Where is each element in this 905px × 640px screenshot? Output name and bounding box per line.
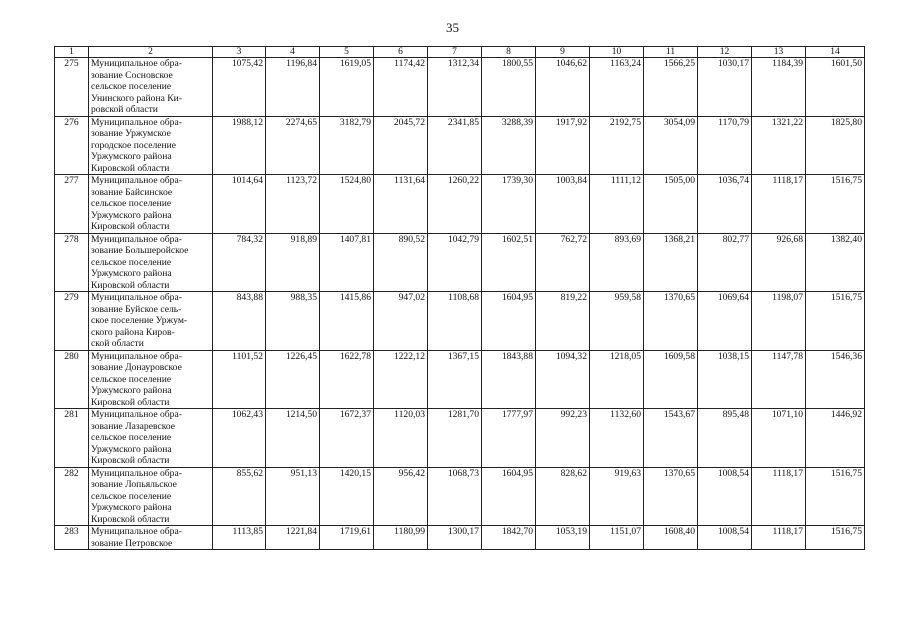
municipality-name: Муниципальное обра- зование Лазаревское сельское поселение Уржумского района Кировской области	[89, 409, 213, 468]
value-cell: 1101,52	[213, 350, 266, 409]
value-cell: 1370,65	[644, 467, 698, 526]
column-header: 4	[266, 47, 320, 58]
value-cell: 1260,22	[428, 175, 482, 234]
row-number: 276	[55, 116, 89, 175]
value-cell: 1407,81	[320, 233, 374, 292]
row-number: 283	[55, 526, 89, 550]
value-cell: 1008,54	[698, 467, 752, 526]
table-row	[55, 116, 865, 175]
value-cell: 1281,70	[428, 409, 482, 468]
value-cell: 1524,80	[320, 175, 374, 234]
value-cell: 1118,17	[752, 175, 806, 234]
municipality-name: Муниципальное обра- зование Сосновское сельское поселение Унинского района Ки- ровской области	[89, 58, 213, 117]
value-cell: 1300,17	[428, 526, 482, 550]
column-header: 8	[482, 47, 536, 58]
value-cell: 1008,54	[698, 526, 752, 550]
value-cell: 1132,60	[590, 409, 644, 468]
value-cell: 1602,51	[482, 233, 536, 292]
value-cell: 1516,75	[806, 526, 865, 550]
value-cell: 1604,95	[482, 467, 536, 526]
value-cell: 1198,07	[752, 292, 806, 351]
value-cell: 1917,92	[536, 116, 590, 175]
value-cell: 1118,17	[752, 526, 806, 550]
value-cell: 1151,07	[590, 526, 644, 550]
value-cell: 1042,79	[428, 233, 482, 292]
value-cell: 1739,30	[482, 175, 536, 234]
column-number-row	[55, 47, 865, 58]
row-number: 278	[55, 233, 89, 292]
value-cell: 1163,24	[590, 58, 644, 117]
municipality-name: Муниципальное обра- зование Уржумское городское поселение Уржумского района Кировской области	[89, 116, 213, 175]
value-cell: 1619,05	[320, 58, 374, 117]
column-header: 7	[428, 47, 482, 58]
municipality-name: Муниципальное обра- зование Байсинское сельское поселение Уржумского района Кировской области	[89, 175, 213, 234]
value-cell: 802,77	[698, 233, 752, 292]
row-number: 275	[55, 58, 89, 117]
value-cell: 1382,40	[806, 233, 865, 292]
value-cell: 784,32	[213, 233, 266, 292]
value-cell: 895,48	[698, 409, 752, 468]
value-cell: 1147,78	[752, 350, 806, 409]
value-cell: 1516,75	[806, 467, 865, 526]
value-cell: 1069,64	[698, 292, 752, 351]
value-cell: 1988,12	[213, 116, 266, 175]
value-cell: 992,23	[536, 409, 590, 468]
value-cell: 762,72	[536, 233, 590, 292]
value-cell: 2192,75	[590, 116, 644, 175]
value-cell: 3054,09	[644, 116, 698, 175]
table-row	[55, 233, 865, 292]
value-cell: 956,42	[374, 467, 428, 526]
value-cell: 1068,73	[428, 467, 482, 526]
municipality-name: Муниципальное обра- зование Петровское	[89, 526, 213, 550]
value-cell: 1608,40	[644, 526, 698, 550]
value-cell: 1036,74	[698, 175, 752, 234]
table-row	[55, 292, 865, 351]
value-cell: 1218,05	[590, 350, 644, 409]
value-cell: 1222,12	[374, 350, 428, 409]
row-number: 281	[55, 409, 89, 468]
column-header: 5	[320, 47, 374, 58]
value-cell: 1800,55	[482, 58, 536, 117]
table-body	[55, 58, 865, 550]
table-row	[55, 175, 865, 234]
value-cell: 1312,34	[428, 58, 482, 117]
value-cell: 1719,61	[320, 526, 374, 550]
value-cell: 918,89	[266, 233, 320, 292]
page-number: 35	[446, 20, 459, 35]
value-cell: 1053,19	[536, 526, 590, 550]
value-cell: 1184,39	[752, 58, 806, 117]
municipality-name: Муниципальное обра- зование Лопьяльское сельское поселение Уржумского района Кировской области	[89, 467, 213, 526]
value-cell: 1113,85	[213, 526, 266, 550]
column-header: 9	[536, 47, 590, 58]
value-cell: 1214,50	[266, 409, 320, 468]
value-cell: 1601,50	[806, 58, 865, 117]
value-cell: 855,62	[213, 467, 266, 526]
value-cell: 1030,17	[698, 58, 752, 117]
value-cell: 1221,84	[266, 526, 320, 550]
value-cell: 1196,84	[266, 58, 320, 117]
column-header: 2	[89, 47, 213, 58]
value-cell: 1180,99	[374, 526, 428, 550]
column-header: 13	[752, 47, 806, 58]
value-cell: 1046,62	[536, 58, 590, 117]
value-cell: 1446,92	[806, 409, 865, 468]
table-row	[55, 467, 865, 526]
value-cell: 843,88	[213, 292, 266, 351]
column-header: 11	[644, 47, 698, 58]
column-header: 10	[590, 47, 644, 58]
municipality-name: Муниципальное обра- зование Донауровское сельское поселение Уржумского района Кировской области	[89, 350, 213, 409]
value-cell: 1842,70	[482, 526, 536, 550]
value-cell: 3288,39	[482, 116, 536, 175]
value-cell: 1543,67	[644, 409, 698, 468]
value-cell: 959,58	[590, 292, 644, 351]
value-cell: 1825,80	[806, 116, 865, 175]
value-cell: 1123,72	[266, 175, 320, 234]
value-cell: 1420,15	[320, 467, 374, 526]
value-cell: 1174,42	[374, 58, 428, 117]
value-cell: 1071,10	[752, 409, 806, 468]
value-cell: 1609,58	[644, 350, 698, 409]
table-row	[55, 526, 865, 550]
value-cell: 1415,86	[320, 292, 374, 351]
value-cell: 3182,79	[320, 116, 374, 175]
row-number: 279	[55, 292, 89, 351]
value-cell: 1108,68	[428, 292, 482, 351]
value-cell: 1170,79	[698, 116, 752, 175]
value-cell: 1777,97	[482, 409, 536, 468]
value-cell: 890,52	[374, 233, 428, 292]
value-cell: 1118,17	[752, 467, 806, 526]
value-cell: 2341,85	[428, 116, 482, 175]
value-cell: 1367,15	[428, 350, 482, 409]
column-header: 14	[806, 47, 865, 58]
value-cell: 2045,72	[374, 116, 428, 175]
value-cell: 828,62	[536, 467, 590, 526]
column-header: 6	[374, 47, 428, 58]
column-header: 1	[55, 47, 89, 58]
column-header: 3	[213, 47, 266, 58]
value-cell: 1014,64	[213, 175, 266, 234]
value-cell: 1505,00	[644, 175, 698, 234]
row-number: 277	[55, 175, 89, 234]
value-cell: 2274,65	[266, 116, 320, 175]
value-cell: 1622,78	[320, 350, 374, 409]
value-cell: 1131,64	[374, 175, 428, 234]
value-cell: 1094,32	[536, 350, 590, 409]
table-row	[55, 58, 865, 117]
value-cell: 1370,65	[644, 292, 698, 351]
value-cell: 1075,42	[213, 58, 266, 117]
value-cell: 1566,25	[644, 58, 698, 117]
value-cell: 919,63	[590, 467, 644, 526]
value-cell: 1111,12	[590, 175, 644, 234]
value-cell: 819,22	[536, 292, 590, 351]
row-number: 280	[55, 350, 89, 409]
row-number: 282	[55, 467, 89, 526]
value-cell: 1003,84	[536, 175, 590, 234]
value-cell: 1321,22	[752, 116, 806, 175]
value-cell: 1516,75	[806, 175, 865, 234]
value-cell: 1843,88	[482, 350, 536, 409]
value-cell: 1120,03	[374, 409, 428, 468]
value-cell: 1672,37	[320, 409, 374, 468]
value-cell: 1038,15	[698, 350, 752, 409]
municipal-data-table	[54, 46, 865, 550]
value-cell: 1226,45	[266, 350, 320, 409]
value-cell: 951,13	[266, 467, 320, 526]
column-header: 12	[698, 47, 752, 58]
table-row	[55, 350, 865, 409]
value-cell: 1516,75	[806, 292, 865, 351]
value-cell: 1604,95	[482, 292, 536, 351]
value-cell: 1062,43	[213, 409, 266, 468]
municipality-name: Муниципальное обра- зование Буйское сель- ское поселение Уржум- ского района Киров- ской области	[89, 292, 213, 351]
value-cell: 893,69	[590, 233, 644, 292]
value-cell: 988,35	[266, 292, 320, 351]
value-cell: 1546,36	[806, 350, 865, 409]
municipality-name: Муниципальное обра- зование Большеройское сельское поселение Уржумского района Кировской области	[89, 233, 213, 292]
value-cell: 1368,21	[644, 233, 698, 292]
table-row	[55, 409, 865, 468]
value-cell: 947,02	[374, 292, 428, 351]
value-cell: 926,68	[752, 233, 806, 292]
